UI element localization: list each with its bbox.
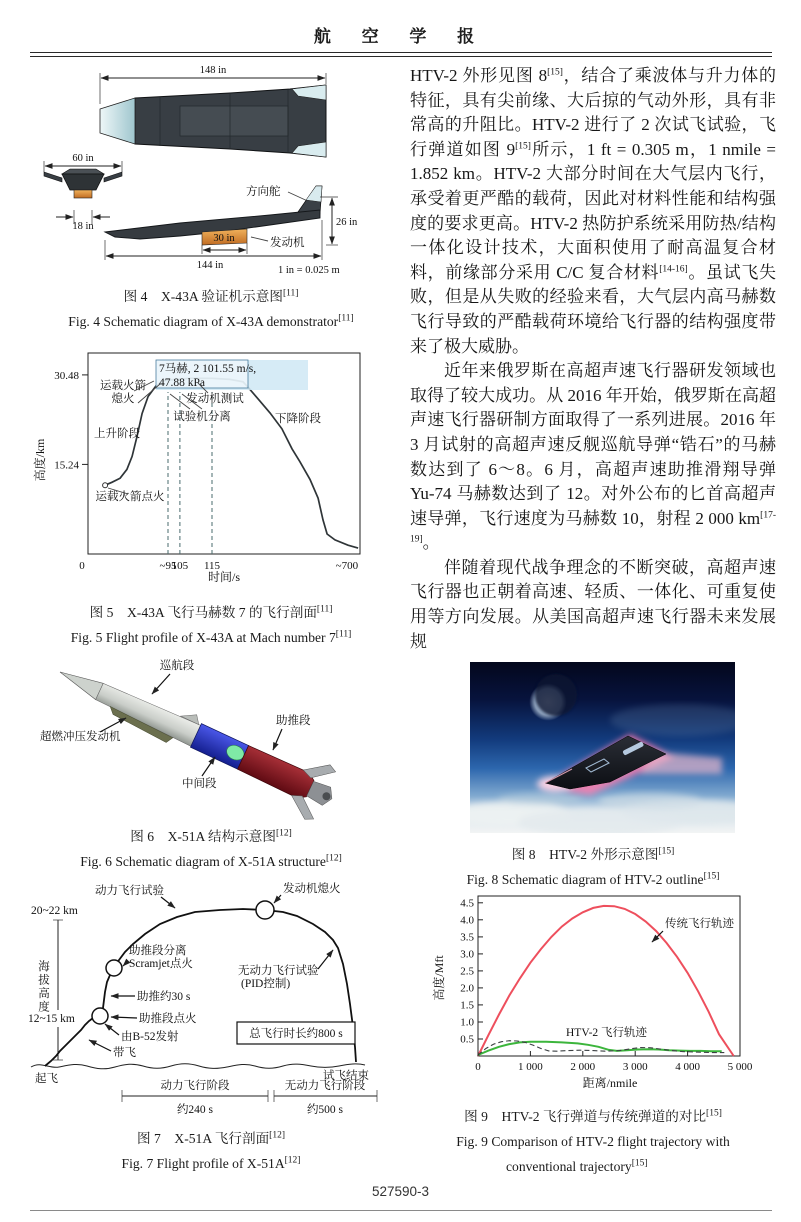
reference-superscript: [15] bbox=[631, 1158, 648, 1169]
separation-label: 助推段分离 bbox=[129, 945, 187, 957]
engine-front bbox=[74, 190, 92, 198]
engine-leader bbox=[251, 237, 268, 241]
fig4-caption-zh bbox=[30, 284, 392, 309]
powered-test-label: 动力飞行试验 bbox=[95, 885, 164, 897]
interstage-arrow bbox=[202, 757, 215, 776]
powered-test-arrow bbox=[161, 897, 175, 908]
reference-superscript: [11] bbox=[282, 288, 299, 299]
reference-superscript: [11] bbox=[338, 313, 354, 324]
text-run: 图 4 X-43A 验证机示意图 bbox=[123, 289, 283, 304]
fig7-caption bbox=[30, 1126, 392, 1176]
fig5-caption-zh bbox=[30, 600, 392, 625]
burnout-label: 运载火箭 bbox=[100, 380, 146, 392]
engine-flameout-marker bbox=[256, 901, 274, 919]
y-tick-label: 3.0 bbox=[460, 948, 474, 961]
interstage-label: 中间段 bbox=[182, 778, 217, 790]
b52-launch-arrow bbox=[105, 1024, 119, 1035]
conventional-trajectory-label: 传统飞行轨迹 bbox=[665, 918, 734, 930]
boost-ignition-label: 助推段点火 bbox=[139, 1013, 197, 1025]
text-run: Fig. 5 Flight profile of X-43A at Mach number 7 bbox=[70, 630, 336, 645]
text-run: 图 8 HTV-2 外形示意图 bbox=[511, 847, 659, 862]
x-tick-label: 1 000 bbox=[518, 1061, 543, 1073]
fig5-caption bbox=[30, 600, 392, 650]
unpowered-phase-label: 无动力飞行阶段 bbox=[284, 1080, 366, 1092]
alt-low-label: 12~15 km bbox=[28, 1013, 75, 1025]
unpowered-test-label: 无动力飞行试验 bbox=[238, 965, 319, 977]
moon-shadow bbox=[535, 674, 577, 716]
reference-superscript: [12] bbox=[269, 1130, 285, 1141]
text-run: 图 6 X-51A 结构示意图 bbox=[130, 829, 276, 844]
boost-ignition-marker bbox=[92, 1008, 108, 1024]
burnout-label2: 熄火 bbox=[111, 393, 135, 405]
text-run: conventional trajectory bbox=[506, 1159, 632, 1174]
boost-30s-label: 助推约30 s bbox=[137, 991, 191, 1003]
body-text-column bbox=[410, 64, 776, 654]
text-run: Fig. 8 Schematic diagram of HTV-2 outline bbox=[466, 872, 704, 887]
fig9-ylabel: 高度/Mft bbox=[432, 955, 446, 1001]
y-tick-label: 1.5 bbox=[460, 999, 474, 1012]
fig9-trajectory-chart bbox=[430, 886, 790, 1101]
scramjet-arrow bbox=[100, 718, 126, 732]
fig6-x51a-structure bbox=[30, 656, 390, 821]
boost-separation-marker bbox=[106, 960, 122, 976]
takeoff-label: 起飞 bbox=[35, 1073, 58, 1085]
scramjet-ignition-label: Scramjet点火 bbox=[129, 958, 193, 970]
fig9-caption bbox=[410, 1104, 776, 1179]
text-run: Fig. 9 Comparison of HTV-2 flight trajectory with bbox=[456, 1134, 730, 1149]
y-tick-label: 4.0 bbox=[460, 914, 474, 927]
reference-superscript: [15] bbox=[706, 1108, 722, 1119]
y-tick-label: 2.5 bbox=[460, 965, 474, 978]
unpowered-phase-time: 约500 s bbox=[306, 1104, 344, 1116]
reference-superscript: [15] bbox=[703, 871, 720, 882]
dim-18-label: 18 in bbox=[72, 221, 94, 232]
reference-superscript: [11] bbox=[335, 629, 352, 640]
x-tick-label: ~95 bbox=[159, 560, 177, 572]
boost-ignition-arrow bbox=[111, 1017, 137, 1018]
fig8-caption bbox=[410, 842, 776, 892]
dim-60-label: 60 in bbox=[72, 153, 94, 164]
text-run: 图 7 X-51A 飞行剖面 bbox=[137, 1131, 270, 1146]
fig7-x51a-flight-profile bbox=[25, 872, 395, 1122]
ignition-label: 运载火箭点火 bbox=[95, 491, 165, 503]
y-tick-label: 0.5 bbox=[460, 1033, 474, 1046]
htv2-trajectory-label: HTV-2 飞行轨迹 bbox=[566, 1027, 648, 1039]
rudder-label: 方向舵 bbox=[246, 186, 281, 198]
fig5-ylabel: 高度/km bbox=[33, 438, 47, 482]
x-tick-label: 115 bbox=[203, 560, 221, 572]
total-time-label: 总飞行时长约800 s bbox=[249, 1028, 343, 1040]
booster-body bbox=[237, 745, 316, 802]
x43a-top-view bbox=[100, 85, 326, 157]
booster-label: 助推段 bbox=[276, 715, 311, 727]
x-tick-label: 0 bbox=[79, 560, 85, 572]
start-marker bbox=[103, 483, 108, 488]
reference-superscript: [12] bbox=[284, 1155, 301, 1166]
ascent-label: 上升阶段 bbox=[94, 428, 140, 440]
y-tick-label: 30.48 bbox=[54, 369, 79, 382]
fig6-caption-en bbox=[30, 849, 392, 874]
paragraph bbox=[410, 556, 776, 654]
mach-annotation-line2: 47.88 kPa bbox=[159, 377, 205, 389]
flameout-arrow bbox=[274, 895, 281, 903]
paragraph bbox=[410, 359, 776, 556]
x-tick-label: 5 000 bbox=[727, 1061, 753, 1073]
reference-superscript: [14-16] bbox=[659, 264, 688, 275]
rudder bbox=[306, 186, 322, 202]
scale-note: 1 in = 0.025 m bbox=[278, 265, 340, 276]
scramjet-label: 超燃冲压发动机 bbox=[40, 731, 121, 743]
fig5-x43a-flight-profile-chart bbox=[30, 348, 390, 598]
reference-superscript: [12] bbox=[325, 853, 342, 864]
fig9-caption-en1 bbox=[410, 1129, 776, 1154]
mach-annotation-line1: 7马赫, 2 101.55 m/s, bbox=[159, 363, 257, 375]
unpowered-test-arrow bbox=[318, 950, 333, 969]
fig7-caption-zh bbox=[30, 1126, 392, 1151]
y-tick-label: 2.0 bbox=[460, 982, 474, 995]
cruiser-arrow bbox=[152, 674, 170, 694]
fig9-xlabel: 距离/nmile bbox=[582, 1076, 638, 1090]
captive-carry-arrow bbox=[89, 1040, 111, 1051]
text-run: ，结合了乘波体与升力体的特征，具有尖前缘、大后掠的气动外形，具有非常高的升阻比。HTV-2 进行了 2 次试飞试验，飞行弹道如图 9 bbox=[410, 66, 777, 159]
x-tick-label: 4 000 bbox=[675, 1061, 700, 1073]
paragraph bbox=[410, 64, 776, 359]
fig7-caption-en bbox=[30, 1151, 392, 1176]
fig5-annotations bbox=[94, 360, 321, 503]
text-run: 图 5 X-43A 飞行马赫数 7 的飞行剖面 bbox=[89, 605, 317, 620]
x-tick-label: 105 bbox=[171, 560, 189, 572]
altitude-axis-label: 海拔高度 bbox=[37, 960, 49, 1014]
page-number: 527590-3 bbox=[371, 1184, 430, 1199]
reference-superscript: [15] bbox=[547, 67, 563, 78]
nose-cone bbox=[56, 665, 103, 700]
powered-phase-label: 动力飞行阶段 bbox=[160, 1080, 230, 1092]
series-line bbox=[478, 1042, 722, 1055]
fig5-caption-en bbox=[30, 625, 392, 650]
text-run: Fig. 4 Schematic diagram of X-43A demonstrator bbox=[68, 314, 339, 329]
dim-30-label: 30 in bbox=[213, 233, 235, 244]
cruiser-label: 巡航段 bbox=[159, 660, 195, 672]
y-tick-label: 4.5 bbox=[460, 897, 474, 910]
text-run: 所示，1 ft = 0.305 m，1 nmile = 1.852 km。HTV-2 大部分时间在大气层内飞行，承受着更严酷的载荷，因此对材料性能和结构强度的要求更高。HTV-2 热防护系统采用防热/结构一体化设计技术，大面积使用了耐高温复合材料，前缘部分采用 C/C 复合材料 bbox=[410, 139, 776, 282]
y-tick-label: 15.24 bbox=[54, 459, 79, 472]
x-tick-label: 0 bbox=[475, 1061, 481, 1073]
separation-label: 试验机分离 bbox=[173, 411, 231, 423]
x43a-front-view bbox=[44, 169, 122, 198]
engine-test-label: 发动机测试 bbox=[186, 393, 244, 405]
text-run: 。虽试飞失败，但是从失败的经验来看，大气层内高马赫数飞行导致的严酷载荷环境给飞行器的结构强度带来了极大威胁。 bbox=[410, 262, 777, 356]
text-run: 图 9 HTV-2 飞行弹道与传统弹道的对比 bbox=[464, 1109, 707, 1124]
reference-superscript: [15] bbox=[515, 141, 531, 152]
fig9-caption-en2 bbox=[410, 1154, 776, 1179]
engine-label: 发动机 bbox=[270, 237, 305, 249]
booster-arrow bbox=[273, 729, 282, 750]
dim-148-label: 148 in bbox=[199, 65, 227, 76]
fig8-caption-zh bbox=[410, 842, 776, 867]
fig4-caption-en bbox=[30, 309, 392, 334]
test-end-label: 试飞结束 bbox=[323, 1070, 369, 1082]
y-tick-label: 1.0 bbox=[460, 1016, 474, 1029]
flameout-label: 发动机熄火 bbox=[283, 883, 341, 895]
b52-launch-label: 由B-52发射 bbox=[121, 1031, 179, 1043]
fig4-caption bbox=[30, 284, 392, 334]
y-tick-label: 3.5 bbox=[460, 931, 474, 944]
x-tick-label: 2 000 bbox=[570, 1061, 596, 1073]
reference-superscript: [15] bbox=[658, 846, 675, 857]
fig7-diagram bbox=[25, 872, 395, 1122]
text-run: 伴随着现代战争理念的不断突破，高超声速飞行器也正朝着高速、轻质、一体化、可重复使用等方向发展。从美国高超声速飞行器未来发展规 bbox=[410, 557, 776, 651]
fig9-caption-zh bbox=[410, 1104, 776, 1129]
fig6-caption bbox=[30, 824, 392, 874]
text-run: 。 bbox=[422, 533, 440, 553]
header-rule bbox=[30, 52, 772, 57]
text-run: Fig. 7 Flight profile of X-51A bbox=[121, 1156, 285, 1171]
journal-title: 航 空 学 报 bbox=[313, 27, 488, 46]
separation-arrow bbox=[123, 961, 128, 966]
descent-label: 下降阶段 bbox=[275, 413, 321, 425]
dim-144-label: 144 in bbox=[196, 260, 224, 271]
fig8-htv2-rendering bbox=[470, 662, 735, 833]
fig4-x43a-schematic bbox=[30, 62, 390, 282]
footer-rule bbox=[30, 1210, 772, 1211]
text-run: 近年来俄罗斯在高超声速飞行器研发领域也取得了较大成功。从 2016 年开始，俄罗斯在高超声速飞行器研制方面取得了一系列进展。2016 年 3 月试射的高超声速反舰巡航导弹“锆石”的马赫数达到了 6～8。6 月，高超声速助推滑翔导弹 Yu-74 马赫数达到了 12。对外公布的匕首高超声速导弹，飞行速度为马赫数 10，射程 2 000 km bbox=[410, 361, 776, 528]
pid-control-label: (PID控制) bbox=[241, 978, 291, 990]
powered-phase-time: 约240 s bbox=[176, 1104, 214, 1116]
reference-superscript: [17-19] bbox=[410, 510, 776, 545]
text-run: Fig. 6 Schematic diagram of X-51A structure bbox=[80, 854, 326, 869]
captive-carry-label: 带飞 bbox=[113, 1047, 136, 1059]
reference-superscript: [11] bbox=[316, 604, 333, 615]
fig5-xlabel: 时间/s bbox=[207, 570, 241, 584]
alt-high-label: 20~22 km bbox=[31, 905, 78, 917]
text-run: HTV-2 外形见图 8 bbox=[410, 66, 548, 85]
interstage-section bbox=[190, 724, 248, 770]
reference-superscript: [12] bbox=[275, 828, 292, 839]
dim-26-label: 26 in bbox=[336, 217, 358, 228]
ground-line bbox=[31, 1064, 365, 1069]
fig6-caption-zh bbox=[30, 824, 392, 849]
x-tick-label: ~700 bbox=[335, 560, 359, 572]
x-tick-label: 3 000 bbox=[622, 1061, 648, 1073]
